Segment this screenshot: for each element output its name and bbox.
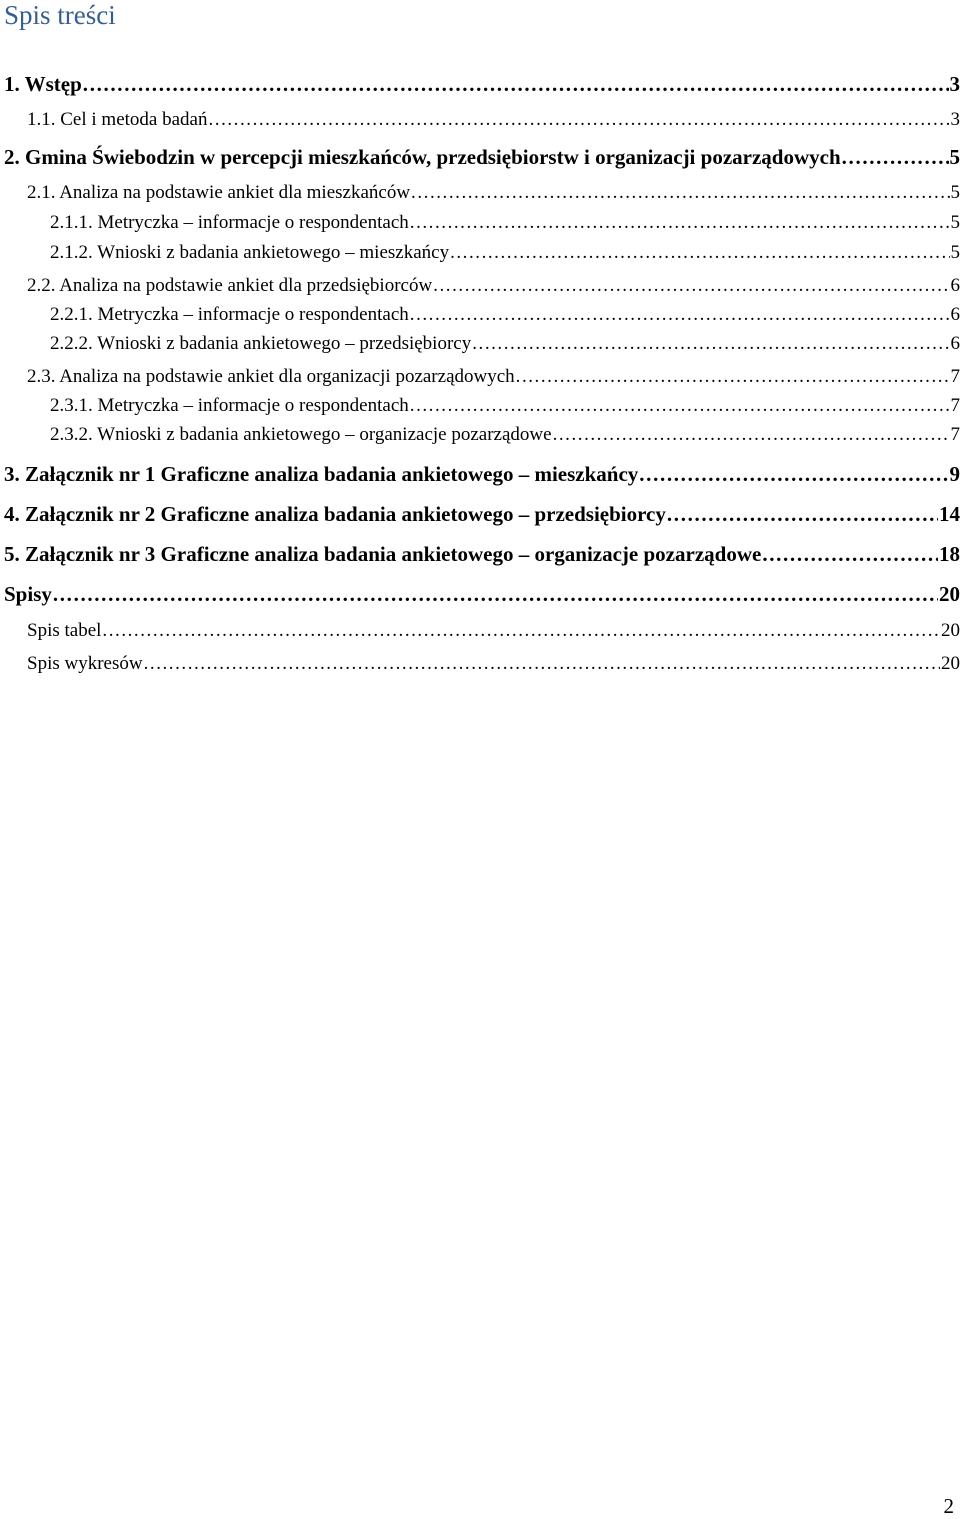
dot-leader	[762, 542, 938, 567]
toc-entry-2-2-1[interactable]	[50, 304, 960, 326]
toc-entry-zalacznik-3[interactable]	[4, 542, 960, 567]
toc-entry-label: Spis tabel	[27, 620, 102, 641]
toc-entry-2-3[interactable]	[27, 366, 960, 388]
toc-entry-label: 1. Wstęp	[4, 72, 82, 96]
toc-entry-spis-wykresow[interactable]	[27, 653, 960, 675]
toc-entry-2-2[interactable]	[27, 275, 960, 297]
dot-leader	[433, 275, 949, 297]
toc-entry-zalacznik-2[interactable]	[4, 502, 960, 527]
toc-entry-cel-i-metoda[interactable]	[27, 109, 960, 131]
page-title: Spis treści	[4, 0, 116, 30]
toc-entry-zalacznik-1[interactable]	[4, 462, 960, 487]
toc-entry-page: 7	[950, 424, 960, 445]
dot-leader	[410, 212, 950, 234]
dot-leader	[842, 145, 949, 170]
toc-entry-label: Spis wykresów	[27, 653, 143, 674]
toc-entry-page: 20	[939, 582, 960, 606]
toc-entry-label: 2.1.2. Wnioski z badania ankietowego – mieszkańcy	[50, 242, 450, 263]
dot-leader	[553, 424, 950, 446]
toc-entry-page: 7	[950, 366, 960, 387]
toc-entry-page: 5	[950, 212, 960, 233]
dot-leader	[667, 502, 938, 527]
dot-leader	[208, 109, 949, 131]
dot-leader	[516, 366, 950, 388]
toc-entry-wstep[interactable]	[4, 72, 960, 97]
toc-entry-page: 20	[941, 653, 960, 674]
dot-leader	[410, 395, 950, 417]
dot-leader	[102, 620, 940, 642]
toc-entry-page: 3	[949, 72, 960, 96]
toc-entry-page: 6	[950, 333, 960, 354]
toc-entry-label: 2.2.2. Wnioski z badania ankietowego – przedsiębiorcy	[50, 333, 472, 354]
dot-leader	[410, 304, 950, 326]
toc-entry-label: 3. Załącznik nr 1 Graficzne analiza badania ankietowego – mieszkańcy	[4, 462, 639, 486]
toc-entry-label: 2.2.1. Metryczka – informacje o respondentach	[50, 304, 409, 325]
toc-entry-2-1[interactable]	[27, 182, 960, 204]
toc-entry-2-2-2[interactable]	[50, 333, 960, 355]
toc-entry-page: 18	[939, 542, 960, 566]
dot-leader	[144, 653, 940, 675]
toc-entry-spisy[interactable]	[4, 582, 960, 607]
toc-entry-label: 2.3.2. Wnioski z badania ankietowego – organizacje pozarządowe	[50, 424, 552, 445]
toc-entry-label: Spisy	[4, 582, 52, 606]
toc-entry-label: 5. Załącznik nr 3 Graficzne analiza badania ankietowego – organizacje pozarządowe	[4, 542, 762, 566]
toc-entry-2-1-1[interactable]	[50, 212, 960, 234]
toc-entry-page: 3	[950, 109, 960, 130]
toc-entry-gmina[interactable]	[4, 145, 960, 170]
toc-entry-label: 2.2. Analiza na podstawie ankiet dla przedsiębiorców	[27, 275, 433, 296]
toc-entry-2-3-2[interactable]	[50, 424, 960, 446]
toc-entry-spis-tabel[interactable]	[27, 620, 960, 642]
table-of-contents	[0, 0, 960, 700]
toc-entry-page: 9	[949, 462, 960, 486]
dot-leader	[639, 462, 948, 487]
toc-entry-page: 5	[950, 242, 960, 263]
toc-entry-label: 2.3.1. Metryczka – informacje o respondentach	[50, 395, 409, 416]
dot-leader	[450, 242, 949, 264]
dot-leader	[411, 182, 949, 204]
page-number: 2	[943, 1494, 954, 1518]
toc-entry-page: 14	[939, 502, 960, 526]
toc-entry-2-3-1[interactable]	[50, 395, 960, 417]
toc-entry-label: 2. Gmina Świebodzin w percepcji mieszkańców, przedsiębiorstw i organizacji pozarządowych	[4, 145, 841, 169]
toc-entry-page: 7	[950, 395, 960, 416]
dot-leader	[53, 582, 938, 607]
toc-entry-page: 20	[941, 620, 960, 641]
toc-entry-label: 2.1. Analiza na podstawie ankiet dla mieszkańców	[27, 182, 411, 203]
dot-leader	[472, 333, 949, 355]
dot-leader	[83, 72, 949, 97]
toc-entry-label: 4. Załącznik nr 2 Graficzne analiza badania ankietowego – przedsiębiorcy	[4, 502, 666, 526]
toc-entry-page: 6	[950, 275, 960, 296]
toc-entry-2-1-2[interactable]	[50, 242, 960, 264]
toc-entry-page: 5	[949, 145, 960, 169]
toc-entry-label: 2.3. Analiza na podstawie ankiet dla organizacji pozarządowych	[27, 366, 515, 387]
toc-entry-page: 5	[950, 182, 960, 203]
toc-entry-label: 1.1. Cel i metoda badań	[27, 109, 208, 130]
toc-entry-label: 2.1.1. Metryczka – informacje o respondentach	[50, 212, 409, 233]
toc-entry-page: 6	[950, 304, 960, 325]
